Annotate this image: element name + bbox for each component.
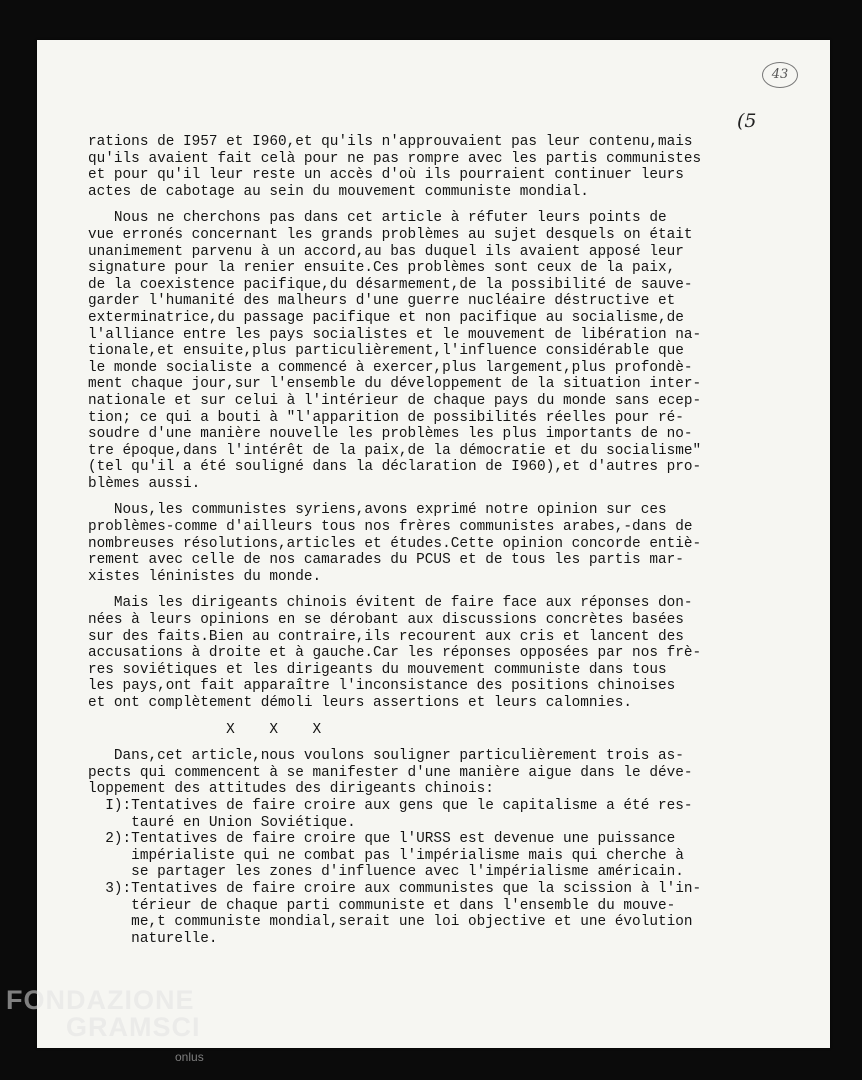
text-line: et ont complètement démoli leurs assertions et leurs calomnies. (88, 695, 633, 711)
text-line: X X X (88, 721, 322, 738)
paragraph (88, 210, 788, 492)
text-line: 3):Tentatives de faire croire aux communistes que la scission à l'in- (88, 880, 702, 897)
text-line: exterminatrice,du passage pacifique et non pacifique au socialisme,de (88, 309, 684, 326)
text-line: naturelle. (88, 930, 218, 947)
text-line: blèmes aussi. (88, 475, 201, 492)
text-line: tionale,et ensuite,plus particulièrement,l'influence considérable que (88, 343, 684, 360)
paragraph (88, 722, 788, 739)
text-line: res soviétiques et les dirigeants du mouvement communiste dans tous (88, 661, 667, 678)
text-line: Nous ne cherchons pas dans cet article à réfuter leurs points de (88, 210, 667, 227)
text-line: tion; ce qui a bouti à "l'apparition de possibilités réelles pour ré- (88, 409, 684, 426)
text-line: loppement des attitudes des dirigeants chinois: (88, 781, 494, 798)
text-line: rement avec celle de nos camarades du PCUS et de tous les partis mar- (88, 552, 684, 569)
text-line: de la coexistence pacifique,du désarmement,de la possibilité de sauve- (88, 276, 693, 293)
text-line: nombreuses résolutions,articles et études.Cette opinion concorde entiè- (88, 535, 702, 552)
paragraph (88, 748, 788, 947)
archive-number-stamp: 43 (762, 62, 798, 88)
text-line: tauré en Union Soviétique. (88, 814, 356, 831)
text-line: 2):Tentatives de faire croire que l'URSS est devenue une puissance (88, 831, 676, 848)
text-line: qu'ils avaient fait celà pour ne pas rompre avec les partis communistes (88, 150, 702, 167)
text-line: me,t communiste mondial,serait une loi objective et une évolution (88, 914, 693, 931)
text-line: ment chaque jour,sur l'ensemble du développement de la situation inter- (88, 376, 702, 393)
text-line: tre époque,dans l'intérêt de la paix,de la démocratie et du socialisme" (88, 442, 702, 459)
text-line: garder l'humanité des malheurs d'une guerre nucléaire déstructive et (88, 293, 676, 310)
text-line: pects qui commencent à se manifester d'une manière aigue dans le déve- (88, 764, 693, 781)
paragraph-gap (88, 200, 788, 210)
text-line: rations de I957 et I960,et qu'ils n'approuvaient pas leur contenu,mais (88, 134, 693, 150)
paragraph (88, 595, 788, 711)
text-line: I):Tentatives de faire croire aux gens que le capitalisme a été res- (88, 797, 693, 814)
watermark-line-2: GRAMSCI (66, 1012, 201, 1042)
text-line: nationale et sur celui à l'intérieur de chaque pays du monde sans ecep- (88, 392, 702, 409)
text-line: Nous,les communistes syriens,avons exprimé notre opinion sur ces (88, 502, 667, 519)
text-line: térieur de chaque parti communiste et dans l'ensemble du mouve- (88, 897, 676, 914)
text-line: sur des faits.Bien au contraire,ils recourent aux cris et lancent des (88, 628, 684, 645)
text-line: actes de cabotage au sein du mouvement communiste mondial. (88, 183, 589, 200)
text-line: les pays,ont fait apparaître l'inconsistance des positions chinoises (88, 678, 676, 695)
text-line: soudre d'une manière nouvelle les problèmes les plus importants de no- (88, 426, 693, 443)
text-line: signature pour la renier ensuite.Ces problèmes sont ceux de la paix, (88, 260, 676, 277)
text-line: (tel qu'il a été souligné dans la déclaration de I960),et d'autres pro- (88, 459, 702, 476)
paragraph-gap (88, 712, 788, 722)
text-line: se partager les zones d'influence avec l'impérialisme américain. (88, 864, 684, 881)
page-number: (5 (737, 110, 757, 132)
text-line: le monde socialiste a commencé à exercer,plus largement,plus profondè- (88, 359, 693, 376)
paragraph-gap (88, 738, 788, 748)
text-line: l'alliance entre les pays socialistes et le mouvement de libération na- (88, 326, 702, 343)
text-line: impérialiste qui ne combat pas l'impérialisme mais qui cherche à (88, 847, 684, 864)
text-line: accusations à droite et à gauche.Car les réponses opposées par nos frè- (88, 645, 702, 662)
typewritten-body (88, 134, 788, 947)
text-line: xistes léninistes du monde. (88, 568, 322, 585)
paragraph-gap (88, 585, 788, 595)
text-line: unanimement parvenu à un accord,au bas duquel ils avaient apposé leur (88, 243, 684, 260)
text-line: nées à leurs opinions en se dérobant aux discussions concrètes basées (88, 612, 684, 629)
paragraph-gap (88, 492, 788, 502)
text-line: et pour qu'il leur reste un accès d'où ils pourraient continuer leurs (88, 167, 684, 184)
watermark-subtitle: onlus (175, 1050, 204, 1064)
paragraph (88, 502, 788, 585)
text-line: vue erronés concernant les grands problèmes au sujet desquels on était (88, 226, 693, 243)
watermark-logo (6, 987, 201, 1041)
watermark-line-1: FONDAZIONE (6, 985, 195, 1015)
paragraph (88, 134, 788, 200)
text-line: problèmes-comme d'ailleurs tous nos frères communistes arabes,-dans de (88, 519, 693, 536)
text-line: Mais les dirigeants chinois évitent de faire face aux réponses don- (88, 595, 693, 612)
text-line: Dans,cet article,nous voulons souligner particulièrement trois as- (88, 748, 684, 765)
